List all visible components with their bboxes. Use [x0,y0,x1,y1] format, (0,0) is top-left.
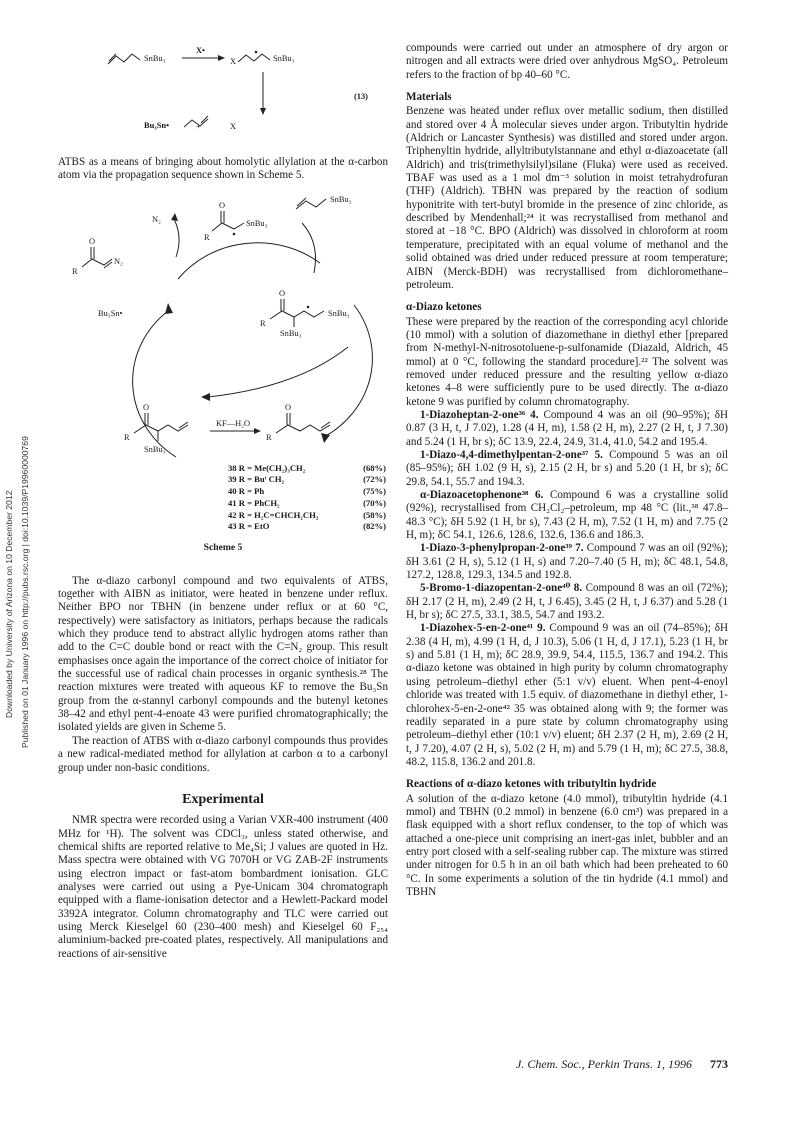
scheme13-bu3sn: Bu₃Sn• [144,121,170,130]
compound-data: Compound 7 was an oil (92%); δH 3.61 (2 H, s), 5.12 (1 H, s) and 7.20–7.40 (5 H, m); δC 48.1, 54.8, 127.2, 128.8, 129.3, 134.5 and 192.8. [406,542,728,582]
s5-snbu3-3: SnBu₃ [328,308,350,318]
s5-snbu3-5: SnBu₃ [144,444,166,454]
s5-n2-left: N₂ [114,256,123,266]
compound-data: Compound 5 was an oil (85–95%); δH 1.02 (9 H, s), 2.15 (2 H, br s) and 5.20 (1 H, br s); δC 29.8, 54.1, 55.7 and 194.3. [406,448,728,488]
s5-snbu3-1: SnBu₃ [246,218,268,228]
page-number: 773 [710,1057,728,1071]
s5-o-left: O [89,236,96,246]
s5-r-left: R [72,266,78,276]
row-yield: (70%) [363,497,386,508]
row-label: 38 R = Me(CH₂)₃CH₂ [228,462,306,473]
compound-data: Compound 8 was an oil (72%); δH 2.17 (2 H, m), 2.49 (2 H, t, J 6.45), 3.45 (2 H, t, J 6.37) and 5.28 (1 H, br s); δC 27.5, 33.1, 38.5, 54.7 and 193.2. [406,582,728,622]
s5-o2: O [279,288,286,298]
table-row [228,510,386,522]
s5-r1: R [204,232,210,242]
row-label: 41 R = PhCH₂ [228,497,280,508]
compound-data: Compound 9 was an oil (74–85%); δH 2.38 (4 H, m), 4.99 (1 H, d, J 10.3), 5.06 (1 H, d, J 17.1), 5.23 (1 H, br s) and 5.81 (1 H, m); δC 28.9, 39.9, 54.4, 115.5, 136.7 and 194.2. This α-diazo ketone was obtained in high purity by column chromatography using petroleum–diethyl ether (5:1 v/v) eluent. When pent-4-enoyl chloride was treated with 1.5 equiv. of diazomethane in diethyl ether, 1-chlorohex-5-en-2-one⁴² 35 was obtained along with 9; the former was readily separated in a pure state by column chromatography using petroleum–diethyl ether (10:1 v/v) eluent; δH 2.37 (2 H, m), 2.69 (2 H, t, J 7.20), 4.07 (2 H, s), 5.02 (2 H, m) and 5.79 (1 H, m); δC 27.5, 38.8, 48.2, 115.8, 136.2 and 201.8. [406,622,728,768]
results-paragraph: The α-diazo carbonyl compound and two equivalents of ATBS, together with AIBN as initiator, were heated in benzene under reflux. Neither BPO nor TBHN (in benzene under reflux or at 60 °C, respectively) were satisfactory as initiators, perhaps because the radicals which they produce tend to abstract allylic hydrogen atoms rather than add to the C=C double bond or react with the C=N₂ group. This result emphasises once again the importance of the correct choice of initiator for the successful use of radical chain processes in organic synthesis.²⁸ The reaction mixtures were treated with aqueous KF to remove the Bu₃Sn group from the α-stannyl carbonyl compounds and the butenyl ketones 38–42 and ethyl pent-4-enoate 43 were purified chromatographically; the isolated yields are given in Scheme 5. [58,574,388,734]
row-label: 42 R = H₂C=CHCH₂CH₂ [228,509,319,520]
scheme13-reagent: X• [196,46,205,55]
compound-8 [406,582,728,622]
scheme-13 [58,42,388,154]
scheme-5 [58,187,388,611]
table-row [228,486,386,498]
download-note [0,200,40,748]
row-yield: (68%) [363,462,386,473]
s5-r4: R [266,432,272,442]
compound-name: 1-Diazo-3-phenylpropan-2-one³⁹ 7. [420,542,584,555]
compound-name: 1-Diazo-4,4-dimethylpentan-2-one³⁷ 5. [420,448,603,461]
scheme13-plus: + [196,122,201,131]
left-column [58,42,388,961]
scheme13-x: X [230,57,237,66]
table-row [228,521,386,533]
scheme-5-label: Scheme 5 [203,541,243,553]
s5-snbu3-4: SnBu₃ [280,328,302,338]
page-footer [516,1057,728,1072]
row-label: 43 R = EtO [228,521,270,532]
compound-6 [406,489,728,542]
compound-4 [406,409,728,449]
s5-o1: O [219,200,226,210]
intro-paragraph: ATBS as a means of bringing about homolytic allylation at the α-carbon atom via the propagation sequence shown in Scheme 5. [58,156,388,182]
row-yield: (72%) [363,474,386,485]
compound-data: Compound 6 was a crystalline solid (92%), recrystallised from CH₂Cl₂–petroleum, mp 48 °C (lit.,³⁸ 47.8–48.3 °C); δH 5.92 (1 H, br s), 7.43 (2 H, m), 7.52 (1 H, m) and 7.75 (2 H, m); δC 54.1, 126.6, 128.6, 132.6, 136.6 and 186.3. [406,489,728,542]
s5-o4: O [285,402,292,412]
s5-snbu3-2: SnBu₃ [330,194,352,204]
diazo-paragraph: These were prepared by the reaction of the corresponding acyl chloride (10 mmol) with a solution of diazomethane in diethyl ether [prepared from N-methyl-N-nitrosotoluene-p-sulfonamide (Diazald, Aldrich, 45 mmol) at 0 °C, following the standard procedure].²² The solvent was removed under reduced pressure and the resulting yellow α-diazo ketones 4–8 were sufficiently pure to be used directly. The α-diazo ketone 9 was purified by column chromatography. [406,315,728,408]
scheme13-x2: X [230,122,237,131]
compound-7 [406,542,728,582]
scheme13-snbu3-b: SnBu₃ [273,54,295,63]
table-row [228,498,386,510]
continuation-paragraph: compounds were carried out under an atmosphere of dry argon or nitrogen and all extracts were dried over anhydrous MgSO₄. Petroleum refers to the fraction of bp 40–60 °C. [406,42,728,81]
experimental-heading: Experimental [182,791,264,807]
s5-r2: R [260,318,266,328]
s5-n2-top: N₂ [152,214,161,224]
s5-kf: KF—H₂O [216,418,251,428]
s5-r3: R [124,432,130,442]
scheme5-yield-table [228,463,386,533]
table-row [228,463,386,475]
row-yield: (75%) [363,486,386,497]
row-label: 40 R = Ph [228,486,265,497]
journal-citation: J. Chem. Soc., Perkin Trans. 1, 1996 [516,1057,692,1071]
diazo-heading: α-Diazo ketones [406,301,482,314]
compound-name: α-Diazoacetophenone³⁸ 6. [420,489,544,501]
compound-name: 5-Bromo-1-diazopentan-2-one⁴⁰ 8. [420,582,583,595]
compound-9 [406,622,728,769]
row-yield: (82%) [363,521,386,532]
scheme13-number: (13) [354,92,368,101]
compound-name: 1-Diazohex-5-en-2-one⁴¹ 9. [420,622,546,635]
materials-heading: Materials [406,91,452,104]
right-column [406,42,728,899]
instruments-paragraph: NMR spectra were recorded using a Varian VXR-400 instrument (400 MHz for ¹H). The solvent was CDCl₃, unless stated otherwise, and chemical shifts are reported relative to Me₄Si; J values are quoted in Hz. Mass spectra were obtained with VG 7070H or VG ZAB-2F instruments using electron impact or fast-atom bombardment ionisation. GLC analyses were carried out using a Pye-Unicam 304 chromatograph equipped with a flame-ionisation detector and a Hewlett-Packard model 3392A integrator. Column chromatography and TLC were carried out using Merck Kieselgel 60 (230–400 mesh) and Kieselgel 60 F₂₅₄ aluminium-backed pre-coated plates, respectively. All manipulations and reactions of air-sensitive [58,814,388,960]
s5-o3: O [143,402,150,412]
compound-name: 1-Diazoheptan-2-one³⁶ 4. [420,408,539,421]
row-yield: (58%) [363,509,386,520]
scheme13-snbu3-a: SnBu₃ [144,54,166,63]
materials-paragraph: Benzene was heated under reflux over metallic sodium, then distilled and stored over 4 Å molecular sieves under argon. Tributyltin hydride (Aldrich or Lancaster Synthesis) was distilled and stored under argon. Triphenyltin hydride, allyltributylstannane and ethyl α-diazoacetate (all Aldrich) and tris(trimethylsilyl)silane (Fluka) were used as received. TBAF was used as a 1 mol dm⁻³ solution in moist tetrahydrofuran (THF) (Aldrich). TBHN was prepared by the reaction of sodium hyponitrite with tert-butyl bromide in the presence of zinc chloride, as described by Mendenhall;²⁴ it was recrystallised from methanol and stored at −18 °C. BPO (Aldrich) was dissolved in chloroform at room temperature, precipitated with an equal volume of methanol and the solid obtained was dried under reduced pressure at room temperature; AIBN (Merck-BDH) was recrystallised from dichloromethane–petroleum. [406,105,728,291]
conclusion-paragraph: The reaction of ATBS with α-diazo carbonyl compounds thus provides a new radical-mediated method for allylation at carbon α to a carbonyl group under non-basic conditions. [58,734,388,774]
row-label: 39 R = Buᵗ CH₂ [228,474,285,485]
scheme-13-drawing [58,42,388,154]
reactions-heading: Reactions of α-diazo ketones with tributyltin hydride [406,778,657,791]
compound-5 [406,449,728,489]
table-row [228,474,386,486]
download-line: Downloaded by University of Arizona on 10 December 2012 [4,490,14,718]
reactions-paragraph: A solution of the α-diazo ketone (4.0 mmol), tributyltin hydride (4.1 mmol) and TBHN (0.2 mmol) in benzene (6.0 cm³) was prepared in a flask equipped with a short reflux condenser, to the top of which was attached a one-piece unit comprising an inert-gas inlet, bubbler and an entry port closed with a self-sealing rubber cap. The mixture was stirred under nitrogen for 0.5 h in an oil bath which had been preheated to 60 °C. In some experiments a solution of the tin hydride (4.1 mmol) and TBHN [406,792,728,898]
publish-line: Published on 01 January 1996 on http://pubs.rsc.org | doi:10.1039/P19960000769 [20,436,30,748]
compound-data: Compound 4 was an oil (90–95%); δH 0.87 (3 H, t, J 7.02), 1.28 (4 H, m), 1.58 (2 H, m), 2.27 (2 H, t, J 7.30) and 5.24 (1 H, br s); δC 13.9, 22.4, 24.9, 31.4, 41.0, 54.2 and 195.4. [406,408,728,448]
s5-bu3sn: Bu₃Sn• [98,308,123,318]
